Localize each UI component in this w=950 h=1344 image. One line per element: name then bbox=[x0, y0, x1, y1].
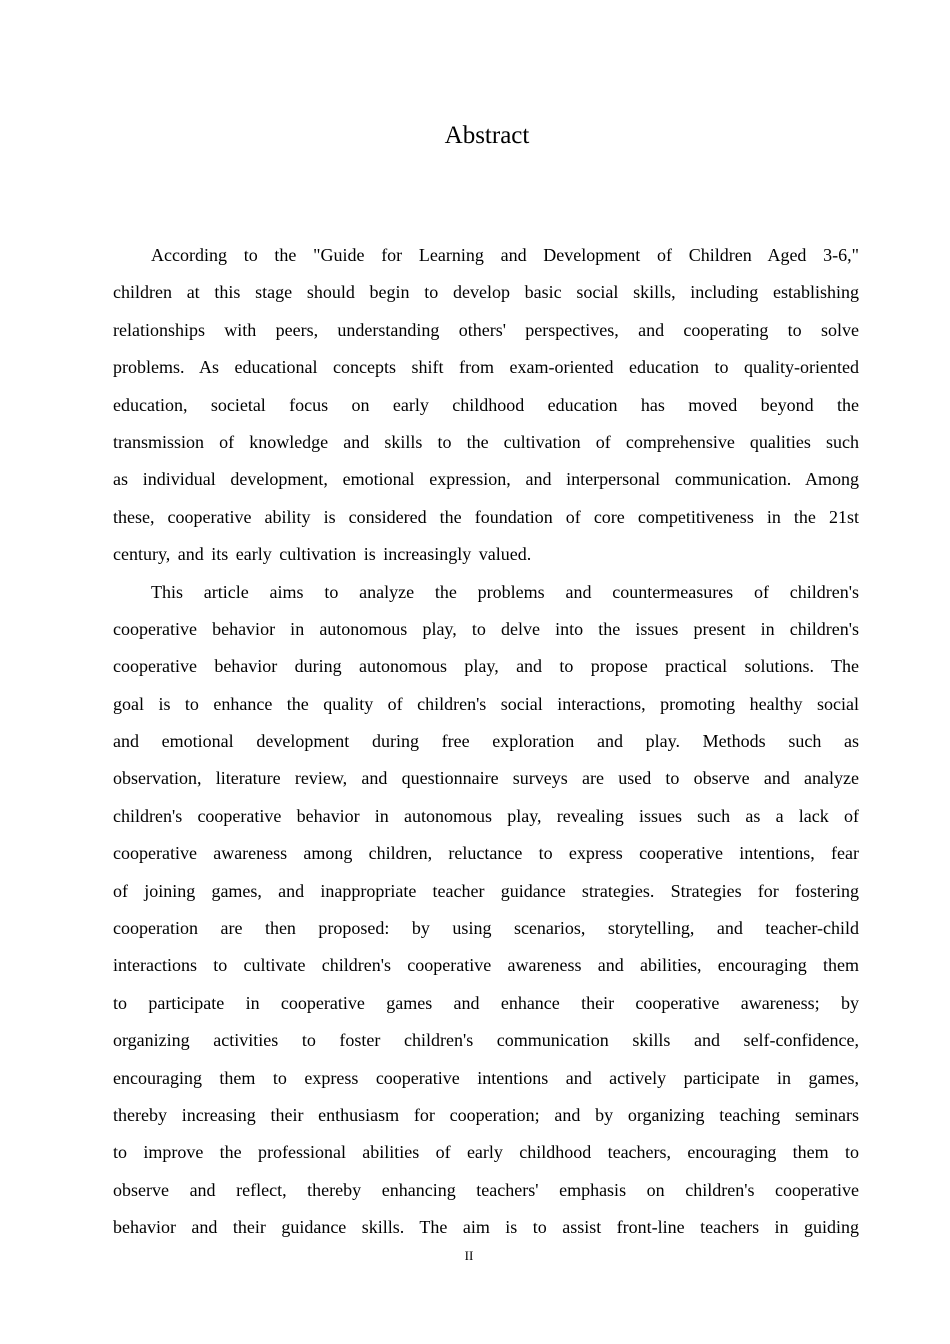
paragraph bbox=[113, 242, 859, 579]
text-line: education, societal focus on early childhood education has moved beyond the bbox=[113, 394, 859, 415]
text-line: of joining games, and inappropriate teacher guidance strategies. Strategies for fostering bbox=[113, 880, 859, 901]
text-line: organizing activities to foster children's communication skills and self-confidence, bbox=[113, 1030, 859, 1051]
text-line: interactions to cultivate children's cooperative awareness and abilities, encouraging them bbox=[113, 955, 859, 976]
text-line: cooperative awareness among children, reluctance to express cooperative intentions, fear bbox=[113, 843, 859, 864]
text-line: thereby increasing their enthusiasm for cooperation; and by organizing teaching seminars bbox=[113, 1104, 859, 1125]
text-line: According to the "Guide for Learning and Development of Children Aged 3-6," bbox=[151, 245, 859, 265]
text-line: these, cooperative ability is considered the foundation of core competitiveness in the 21st bbox=[113, 506, 859, 527]
page-number: II bbox=[464, 1248, 474, 1263]
text-line: cooperation are then proposed: by using scenarios, storytelling, and teacher-child bbox=[113, 918, 859, 939]
text-line: to improve the professional abilities of early childhood teachers, encouraging them to bbox=[113, 1142, 859, 1163]
text-line: behavior and their guidance skills. The aim is to assist front-line teachers in guiding bbox=[113, 1217, 859, 1238]
text-line: to participate in cooperative games and enhance their cooperative awareness; by bbox=[113, 992, 859, 1013]
text-line: century, and its early cultivation is increasingly valued. bbox=[113, 544, 532, 565]
text-line: cooperative behavior in autonomous play, to delve into the issues present in children's bbox=[113, 618, 859, 639]
text-line: observation, literature review, and questionnaire surveys are used to observe and analyze bbox=[113, 768, 859, 789]
text-line: relationships with peers, understanding others' perspectives, and cooperating to solve bbox=[113, 319, 859, 340]
paragraph bbox=[113, 579, 859, 1252]
text-line: encouraging them to express cooperative intentions and actively participate in games, bbox=[113, 1067, 859, 1088]
text-line: as individual development, emotional expression, and interpersonal communication. Among bbox=[113, 469, 859, 490]
text-line: cooperative behavior during autonomous play, and to propose practical solutions. The bbox=[113, 656, 859, 677]
text-line: goal is to enhance the quality of children's social interactions, promoting healthy social bbox=[113, 693, 859, 714]
text-line: observe and reflect, thereby enhancing teachers' emphasis on children's cooperative bbox=[113, 1179, 859, 1200]
text-line: children at this stage should begin to develop basic social skills, including establishing bbox=[113, 282, 859, 303]
abstract-body bbox=[113, 242, 859, 1252]
text-line: and emotional development during free exploration and play. Methods such as bbox=[113, 731, 859, 752]
page-title: Abstract bbox=[444, 122, 530, 149]
text-line: children's cooperative behavior in autonomous play, revealing issues such as a lack of bbox=[113, 805, 859, 826]
text-line: transmission of knowledge and skills to the cultivation of comprehensive qualities such bbox=[113, 431, 859, 452]
text-line: problems. As educational concepts shift from exam-oriented education to quality-oriented bbox=[113, 357, 859, 378]
text-line: This article aims to analyze the problems and countermeasures of children's bbox=[151, 581, 859, 602]
